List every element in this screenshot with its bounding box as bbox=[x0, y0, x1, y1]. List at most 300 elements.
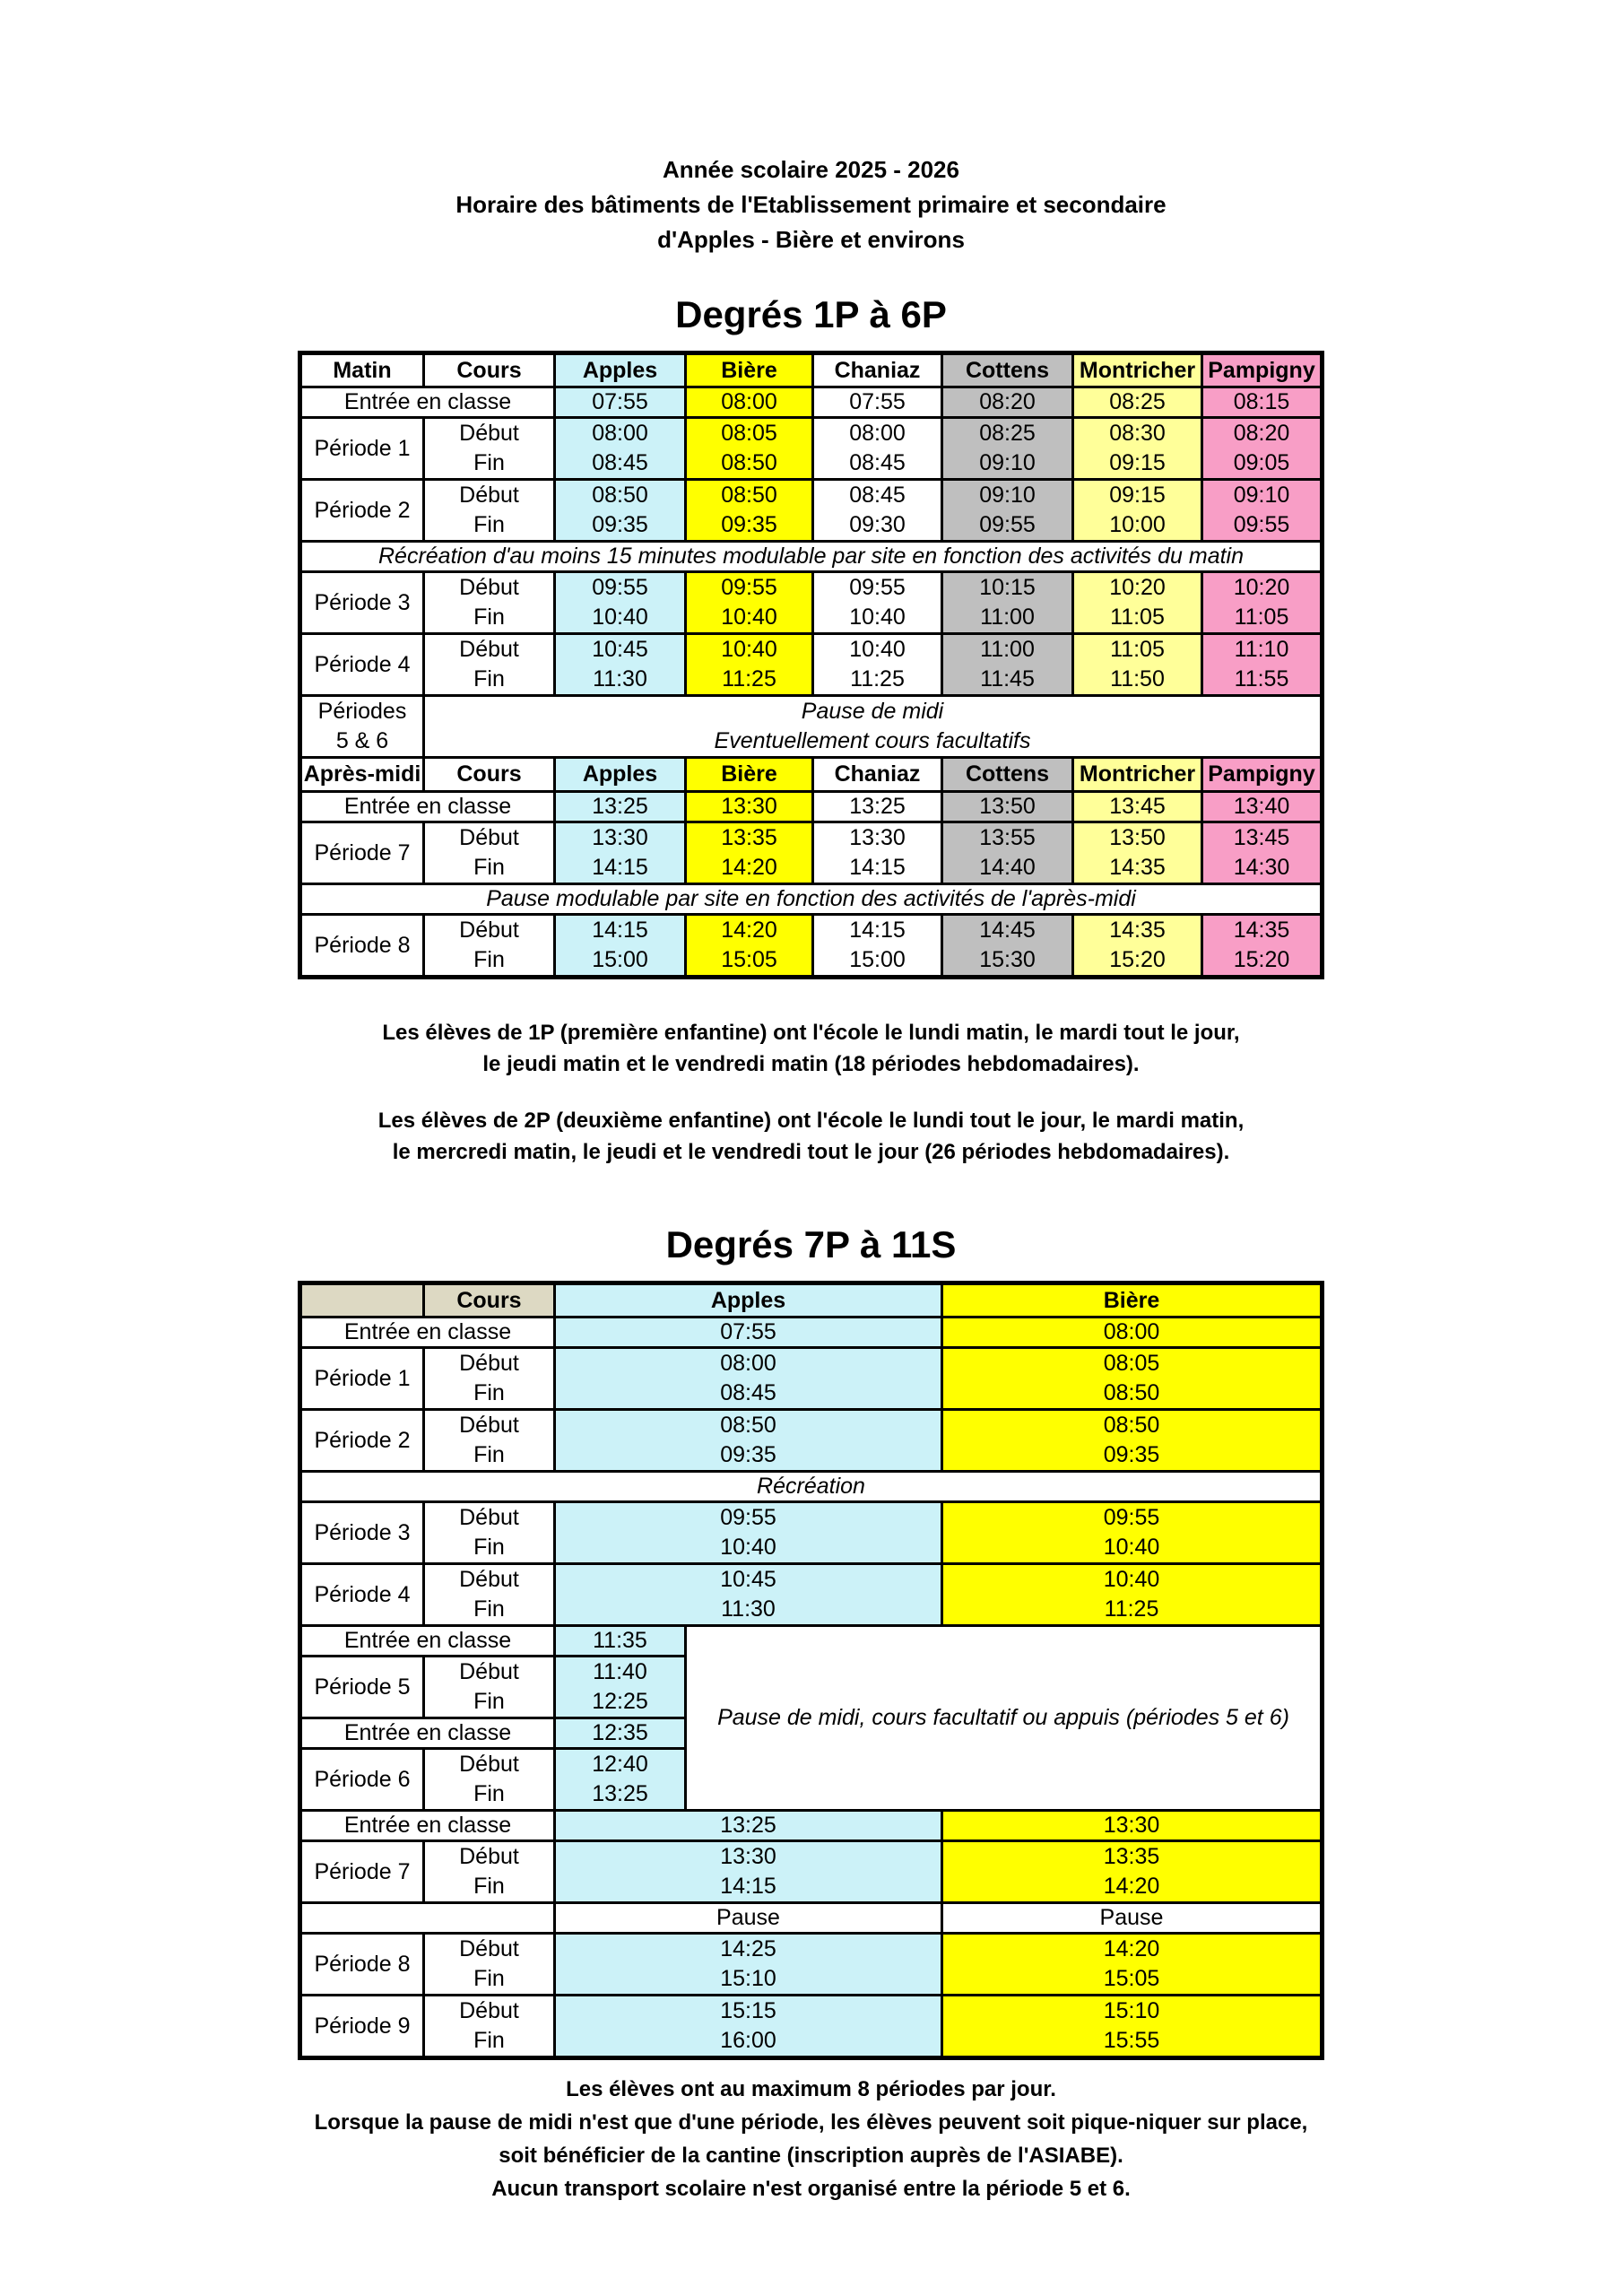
time-cell bbox=[1073, 634, 1202, 696]
t1-col-pampigny: Pampigny bbox=[1202, 758, 1323, 792]
fin-time: 11:25 bbox=[722, 666, 776, 691]
debut-time: 14:35 bbox=[1109, 918, 1166, 943]
debut-fin-cell bbox=[423, 1657, 554, 1718]
fin-time: 11:00 bbox=[980, 604, 1035, 630]
time-cell bbox=[554, 1657, 685, 1718]
debut-time: 09:55 bbox=[720, 1505, 776, 1530]
time-cell: 12:35 bbox=[554, 1718, 685, 1749]
t2-header-row bbox=[299, 1283, 1322, 1318]
period-label: Période 2 bbox=[299, 1410, 423, 1472]
time-cell: 13:50 bbox=[942, 792, 1073, 822]
footer-line-2: Lorsque la pause de midi n'est que d'une période, les élèves peuvent soit pique-niquer sur place, bbox=[314, 2110, 1308, 2135]
t2-col-empty bbox=[299, 1283, 423, 1318]
debut-time: 09:55 bbox=[1103, 1505, 1160, 1530]
note-1p: Les élèves de 1P (première enfantine) ont l'école le lundi matin, le mardi tout le jour, le jeudi matin et le vendredi matin (18 périodes hebdomadaires). bbox=[382, 1021, 1240, 1076]
time-cell bbox=[686, 915, 813, 978]
t2-entree-row-1 bbox=[299, 1318, 1322, 1348]
fin-time: 10:40 bbox=[849, 604, 906, 630]
t1-col-chaniaz: Chaniaz bbox=[813, 758, 942, 792]
t1-col-cottens: Cottens bbox=[942, 758, 1073, 792]
fin-time: 10:40 bbox=[592, 604, 648, 630]
debut-time: 12:40 bbox=[592, 1752, 648, 1777]
debut-fin-cell bbox=[423, 1841, 554, 1903]
t1-col-apples: Apples bbox=[555, 353, 686, 387]
time-cell bbox=[942, 1934, 1323, 1996]
debut-time: 10:40 bbox=[849, 637, 906, 662]
fin-label: Fin bbox=[473, 604, 505, 630]
debut-label: Début bbox=[459, 1659, 519, 1684]
debut-time: 13:30 bbox=[720, 1844, 776, 1869]
header-line-2: Horaire des bâtiments de l'Etablissement primaire et secondaire bbox=[455, 191, 1167, 218]
pause-note: Pause modulable par site en fonction des activités de l'après-midi bbox=[300, 884, 1323, 915]
t1-col-montricher: Montricher bbox=[1073, 353, 1202, 387]
period-label: Période 1 bbox=[299, 1348, 423, 1410]
debut-time: 09:15 bbox=[1109, 483, 1166, 508]
time-cell bbox=[554, 1502, 941, 1564]
debut-time: 13:30 bbox=[849, 825, 906, 850]
fin-time: 16:00 bbox=[720, 2028, 776, 2053]
debut-fin-cell bbox=[423, 1348, 554, 1410]
t1-col-apples: Apples bbox=[555, 758, 686, 792]
debut-time: 09:55 bbox=[849, 575, 906, 600]
debut-fin-cell bbox=[424, 418, 555, 480]
t1-periode1-row bbox=[300, 418, 1323, 480]
footer-line-4: Aucun transport scolaire n'est organisé entre la période 5 et 6. bbox=[491, 2177, 1131, 2201]
fin-time: 10:40 bbox=[1103, 1535, 1160, 1560]
debut-label: Début bbox=[459, 1351, 519, 1376]
fin-time: 11:25 bbox=[850, 666, 905, 691]
fin-label: Fin bbox=[473, 666, 505, 691]
fin-time: 10:40 bbox=[721, 604, 777, 630]
t2-periode2-row bbox=[299, 1410, 1322, 1472]
time-cell bbox=[1202, 572, 1323, 634]
time-cell bbox=[813, 915, 942, 978]
time-cell bbox=[554, 1749, 685, 1811]
period-label: Période 5 bbox=[299, 1657, 423, 1718]
debut-time: 11:05 bbox=[1110, 637, 1165, 662]
time-cell: 08:00 bbox=[686, 387, 813, 418]
t1-periode7-row bbox=[300, 822, 1323, 884]
debut-time: 10:45 bbox=[720, 1567, 776, 1592]
fin-time: 15:00 bbox=[849, 947, 906, 972]
fin-label: Fin bbox=[473, 855, 505, 880]
time-cell bbox=[1202, 634, 1323, 696]
time-cell: 08:00 bbox=[942, 1318, 1323, 1348]
time-cell bbox=[554, 1348, 941, 1410]
debut-label: Début bbox=[459, 918, 519, 943]
fin-time: 12:25 bbox=[592, 1689, 648, 1714]
debut-time: 10:45 bbox=[592, 637, 648, 662]
debut-time: 08:05 bbox=[721, 421, 777, 446]
fin-time: 09:55 bbox=[1233, 512, 1290, 537]
debut-time: 14:20 bbox=[721, 918, 777, 943]
time-cell bbox=[554, 1841, 941, 1903]
period-label: Période 7 bbox=[299, 1841, 423, 1903]
t1-entree-am-row bbox=[300, 387, 1323, 418]
entree-label: Entrée en classe bbox=[299, 1811, 554, 1841]
time-cell bbox=[942, 915, 1073, 978]
period-label: Période 6 bbox=[299, 1749, 423, 1811]
time-cell: 13:30 bbox=[686, 792, 813, 822]
debut-time: 08:45 bbox=[849, 483, 906, 508]
debut-fin-cell bbox=[423, 1502, 554, 1564]
debut-fin-cell bbox=[423, 1934, 554, 1996]
fin-label: Fin bbox=[473, 450, 505, 475]
t1-morning-header-row bbox=[300, 353, 1323, 387]
debut-time: 13:35 bbox=[1103, 1844, 1160, 1869]
t2-periode8-row bbox=[299, 1934, 1322, 1996]
note-2p: Les élèves de 2P (deuxième enfantine) ont l'école le lundi tout le jour, le mardi matin, le mercredi matin, le jeudi et le vendredi tout le jour (26 périodes hebdomadaires). bbox=[377, 1109, 1245, 1164]
debut-time: 08:25 bbox=[979, 421, 1036, 446]
fin-time: 09:35 bbox=[720, 1442, 776, 1467]
fin-time: 08:45 bbox=[592, 450, 648, 475]
debut-label: Début bbox=[459, 1752, 519, 1777]
t2-col-apples: Apples bbox=[554, 1283, 941, 1318]
debut-label: Début bbox=[459, 575, 519, 600]
debut-time: 09:10 bbox=[1233, 483, 1290, 508]
debut-time: 14:35 bbox=[1233, 918, 1290, 943]
time-cell bbox=[555, 480, 686, 542]
fin-label: Fin bbox=[473, 1689, 505, 1714]
fin-time: 08:45 bbox=[720, 1380, 776, 1405]
period-label: Période 7 bbox=[300, 822, 424, 884]
fin-time: 11:05 bbox=[1110, 604, 1165, 630]
fin-label: Fin bbox=[473, 512, 505, 537]
fin-time: 09:30 bbox=[849, 512, 906, 537]
debut-time: 11:40 bbox=[593, 1659, 647, 1684]
debut-time: 10:15 bbox=[979, 575, 1036, 600]
debut-time: 13:35 bbox=[721, 825, 777, 850]
debut-time: 09:55 bbox=[721, 575, 777, 600]
debut-time: 14:25 bbox=[720, 1936, 776, 1961]
t2-pause-row bbox=[299, 1903, 1322, 1934]
time-cell: 13:45 bbox=[1073, 792, 1202, 822]
fin-label: Fin bbox=[473, 1966, 505, 1991]
timetable-7p-11s bbox=[298, 1281, 1324, 2060]
debut-time: 14:45 bbox=[979, 918, 1036, 943]
time-cell bbox=[555, 915, 686, 978]
debut-label: Début bbox=[459, 1567, 519, 1592]
footer-notes bbox=[0, 2073, 1622, 2205]
debut-time: 10:20 bbox=[1233, 575, 1290, 600]
fin-time: 15:20 bbox=[1109, 947, 1166, 972]
time-cell bbox=[555, 634, 686, 696]
period-label: Période 4 bbox=[300, 634, 424, 696]
time-cell bbox=[555, 822, 686, 884]
header-line-1: Année scolaire 2025 - 2026 bbox=[663, 156, 959, 183]
midday-note: Pause de midi Eventuellement cours facultatifs bbox=[424, 696, 1323, 758]
period-label: Période 8 bbox=[300, 915, 424, 978]
entree-label: Entrée en classe bbox=[300, 792, 555, 822]
debut-time: 13:45 bbox=[1233, 825, 1290, 850]
debut-label: Début bbox=[459, 1936, 519, 1961]
t1-col-cours: Cours bbox=[424, 353, 555, 387]
entree-label: Entrée en classe bbox=[299, 1318, 554, 1348]
fin-time: 14:15 bbox=[849, 855, 906, 880]
time-cell bbox=[813, 822, 942, 884]
fin-label: Fin bbox=[473, 947, 505, 972]
debut-fin-cell bbox=[423, 1410, 554, 1472]
time-cell: 13:30 bbox=[942, 1811, 1323, 1841]
time-cell bbox=[686, 418, 813, 480]
t1-col-matin: Matin bbox=[300, 353, 424, 387]
fin-time: 09:55 bbox=[979, 512, 1036, 537]
time-cell: 08:15 bbox=[1202, 387, 1323, 418]
debut-time: 08:50 bbox=[721, 483, 777, 508]
t1-col-cours: Cours bbox=[424, 758, 555, 792]
document-header bbox=[0, 152, 1622, 257]
debut-label: Début bbox=[459, 1413, 519, 1438]
fin-time: 15:00 bbox=[592, 947, 648, 972]
t1-entree-pm-row bbox=[300, 792, 1323, 822]
debut-fin-cell bbox=[423, 1996, 554, 2058]
t1-col-biere: Bière bbox=[686, 353, 813, 387]
time-cell bbox=[942, 1996, 1323, 2058]
table2-title: Degrés 7P à 11S bbox=[665, 1223, 957, 1265]
time-cell bbox=[686, 634, 813, 696]
debut-fin-cell bbox=[424, 572, 555, 634]
time-cell bbox=[686, 480, 813, 542]
time-cell bbox=[813, 634, 942, 696]
fin-time: 09:15 bbox=[1109, 450, 1166, 475]
fin-time: 14:15 bbox=[720, 1874, 776, 1899]
fin-time: 11:30 bbox=[593, 666, 647, 691]
debut-time: 15:15 bbox=[720, 1998, 776, 2023]
t2-col-biere: Bière bbox=[942, 1283, 1323, 1318]
debut-time: 13:30 bbox=[592, 825, 648, 850]
fin-label: Fin bbox=[473, 1442, 505, 1467]
debut-fin-cell bbox=[423, 1564, 554, 1626]
fin-time: 15:05 bbox=[721, 947, 777, 972]
t2-periode3-row bbox=[299, 1502, 1322, 1564]
time-cell: 08:25 bbox=[1073, 387, 1202, 418]
t1-periodes-5-6-row bbox=[300, 696, 1323, 758]
time-cell bbox=[942, 1502, 1323, 1564]
debut-time: 08:30 bbox=[1109, 421, 1166, 446]
debut-time: 11:10 bbox=[1234, 637, 1289, 662]
fin-time: 11:50 bbox=[1110, 666, 1165, 691]
debut-label: Début bbox=[459, 421, 519, 446]
time-cell bbox=[942, 418, 1073, 480]
fin-label: Fin bbox=[473, 2028, 505, 2053]
recreation-note: Récréation d'au moins 15 minutes modulable par site en fonction des activités du matin bbox=[300, 542, 1323, 572]
time-cell bbox=[942, 1410, 1323, 1472]
time-cell: 13:25 bbox=[554, 1811, 941, 1841]
time-cell bbox=[1202, 822, 1323, 884]
fin-label: Fin bbox=[473, 1535, 505, 1560]
debut-time: 15:10 bbox=[1103, 1998, 1160, 2023]
footer-line-3: soit bénéficier de la cantine (inscription auprès de l'ASIABE). bbox=[499, 2144, 1123, 2168]
t2-entree-row-4 bbox=[299, 1811, 1322, 1841]
fin-time: 15:10 bbox=[720, 1966, 776, 1991]
debut-label: Début bbox=[459, 637, 519, 662]
t2-entree-row-2 bbox=[299, 1626, 1322, 1657]
debut-time: 08:00 bbox=[849, 421, 906, 446]
t1-col-cottens: Cottens bbox=[942, 353, 1073, 387]
fin-time: 10:40 bbox=[720, 1535, 776, 1560]
t1-pause-pm-row bbox=[300, 884, 1323, 915]
debut-time: 08:00 bbox=[720, 1351, 776, 1376]
debut-fin-cell bbox=[423, 1749, 554, 1811]
t2-recreation-row bbox=[299, 1472, 1322, 1502]
fin-time: 09:35 bbox=[592, 512, 648, 537]
time-cell bbox=[813, 418, 942, 480]
period-label: Période 9 bbox=[299, 1996, 423, 2058]
time-cell bbox=[942, 822, 1073, 884]
time-cell bbox=[686, 572, 813, 634]
time-cell bbox=[942, 1348, 1323, 1410]
t1-periode2-row bbox=[300, 480, 1323, 542]
time-cell: 07:55 bbox=[813, 387, 942, 418]
debut-time: 08:05 bbox=[1103, 1351, 1160, 1376]
t2-periode1-row bbox=[299, 1348, 1322, 1410]
t1-periode3-row bbox=[300, 572, 1323, 634]
fin-time: 14:15 bbox=[592, 855, 648, 880]
debut-time: 09:10 bbox=[979, 483, 1036, 508]
fin-time: 11:55 bbox=[1234, 666, 1289, 691]
t1-col-apres-midi: Après-midi bbox=[300, 758, 424, 792]
time-cell bbox=[1073, 572, 1202, 634]
t1-col-biere: Bière bbox=[686, 758, 813, 792]
fin-time: 09:05 bbox=[1233, 450, 1290, 475]
debut-label: Début bbox=[459, 825, 519, 850]
debut-time: 14:15 bbox=[592, 918, 648, 943]
fin-time: 14:40 bbox=[979, 855, 1036, 880]
enfantine-notes bbox=[0, 1017, 1622, 1168]
debut-time: 14:20 bbox=[1103, 1936, 1160, 1961]
time-cell bbox=[555, 418, 686, 480]
debut-label: Début bbox=[459, 1844, 519, 1869]
debut-time: 08:50 bbox=[720, 1413, 776, 1438]
pause-cell: Pause bbox=[554, 1903, 941, 1934]
t1-col-pampigny: Pampigny bbox=[1202, 353, 1323, 387]
period-label: Période 4 bbox=[299, 1564, 423, 1626]
time-cell bbox=[1073, 915, 1202, 978]
time-cell bbox=[942, 480, 1073, 542]
time-cell bbox=[1202, 418, 1323, 480]
fin-label: Fin bbox=[473, 1874, 505, 1899]
time-cell bbox=[1202, 915, 1323, 978]
debut-time: 11:00 bbox=[980, 637, 1035, 662]
fin-time: 15:55 bbox=[1103, 2028, 1160, 2053]
time-cell bbox=[942, 1841, 1323, 1903]
fin-time: 14:20 bbox=[721, 855, 777, 880]
t2-periode7-row bbox=[299, 1841, 1322, 1903]
time-cell bbox=[554, 1410, 941, 1472]
time-cell bbox=[554, 1996, 941, 2058]
debut-time: 08:20 bbox=[1233, 421, 1290, 446]
fin-time: 15:20 bbox=[1233, 947, 1290, 972]
fin-time: 14:20 bbox=[1103, 1874, 1160, 1899]
timetable-1p-6p bbox=[298, 351, 1324, 979]
debut-time: 13:50 bbox=[1109, 825, 1166, 850]
time-cell bbox=[555, 572, 686, 634]
t2-periode4-row bbox=[299, 1564, 1322, 1626]
fin-time: 11:25 bbox=[1104, 1596, 1159, 1622]
table1-title: Degrés 1P à 6P bbox=[675, 293, 947, 335]
entree-label: Entrée en classe bbox=[299, 1718, 554, 1749]
time-cell bbox=[813, 572, 942, 634]
period-label: Période 3 bbox=[300, 572, 424, 634]
debut-time: 13:55 bbox=[979, 825, 1036, 850]
debut-time: 08:50 bbox=[592, 483, 648, 508]
debut-label: Début bbox=[459, 483, 519, 508]
time-cell: 11:35 bbox=[554, 1626, 685, 1657]
fin-time: 09:10 bbox=[979, 450, 1036, 475]
time-cell bbox=[1073, 418, 1202, 480]
fin-time: 08:45 bbox=[849, 450, 906, 475]
debut-fin-cell bbox=[424, 822, 555, 884]
debut-label: Début bbox=[459, 1505, 519, 1530]
debut-fin-cell bbox=[424, 480, 555, 542]
fin-time: 13:25 bbox=[592, 1781, 648, 1806]
time-cell bbox=[554, 1934, 941, 1996]
fin-label: Fin bbox=[473, 1781, 505, 1806]
time-cell bbox=[942, 572, 1073, 634]
debut-time: 08:00 bbox=[592, 421, 648, 446]
fin-time: 11:05 bbox=[1234, 604, 1289, 630]
t1-recreation-row bbox=[300, 542, 1323, 572]
recreation-note: Récréation bbox=[299, 1472, 1322, 1502]
t2-col-cours: Cours bbox=[423, 1283, 554, 1318]
t1-periode4-row bbox=[300, 634, 1323, 696]
time-cell bbox=[942, 634, 1073, 696]
fin-time: 08:50 bbox=[721, 450, 777, 475]
debut-time: 09:55 bbox=[592, 575, 648, 600]
period-label: Périodes 5 & 6 bbox=[300, 696, 424, 758]
time-cell bbox=[686, 822, 813, 884]
t1-col-chaniaz: Chaniaz bbox=[813, 353, 942, 387]
time-cell bbox=[1202, 480, 1323, 542]
debut-time: 10:40 bbox=[721, 637, 777, 662]
fin-time: 11:45 bbox=[980, 666, 1035, 691]
fin-time: 09:35 bbox=[721, 512, 777, 537]
entree-label: Entrée en classe bbox=[300, 387, 555, 418]
time-cell: 07:55 bbox=[555, 387, 686, 418]
period-label: Période 3 bbox=[299, 1502, 423, 1564]
time-cell bbox=[1073, 480, 1202, 542]
fin-label: Fin bbox=[473, 1380, 505, 1405]
debut-time: 10:20 bbox=[1109, 575, 1166, 600]
fin-time: 09:35 bbox=[1103, 1442, 1160, 1467]
header-line-3: d'Apples - Bière et environs bbox=[657, 226, 965, 253]
debut-time: 08:50 bbox=[1103, 1413, 1160, 1438]
footer-line-1: Les élèves ont au maximum 8 périodes par jour. bbox=[566, 2077, 1056, 2101]
time-cell: 13:25 bbox=[813, 792, 942, 822]
fin-time: 14:30 bbox=[1233, 855, 1290, 880]
fin-time: 14:35 bbox=[1109, 855, 1166, 880]
time-cell: 13:40 bbox=[1202, 792, 1323, 822]
t1-col-montricher: Montricher bbox=[1073, 758, 1202, 792]
fin-time: 08:50 bbox=[1103, 1380, 1160, 1405]
time-cell bbox=[554, 1564, 941, 1626]
debut-time: 10:40 bbox=[1103, 1567, 1160, 1592]
debut-label: Début bbox=[459, 1998, 519, 2023]
time-cell: 08:20 bbox=[942, 387, 1073, 418]
time-cell bbox=[813, 480, 942, 542]
fin-label: Fin bbox=[473, 1596, 505, 1622]
pause-cell: Pause bbox=[942, 1903, 1323, 1934]
debut-fin-cell bbox=[424, 634, 555, 696]
time-cell bbox=[1073, 822, 1202, 884]
fin-time: 11:30 bbox=[721, 1596, 776, 1622]
t1-afternoon-header-row bbox=[300, 758, 1323, 792]
time-cell: 13:25 bbox=[555, 792, 686, 822]
time-cell: 07:55 bbox=[554, 1318, 941, 1348]
fin-time: 10:00 bbox=[1109, 512, 1166, 537]
time-cell bbox=[942, 1564, 1323, 1626]
period-label: Période 2 bbox=[300, 480, 424, 542]
